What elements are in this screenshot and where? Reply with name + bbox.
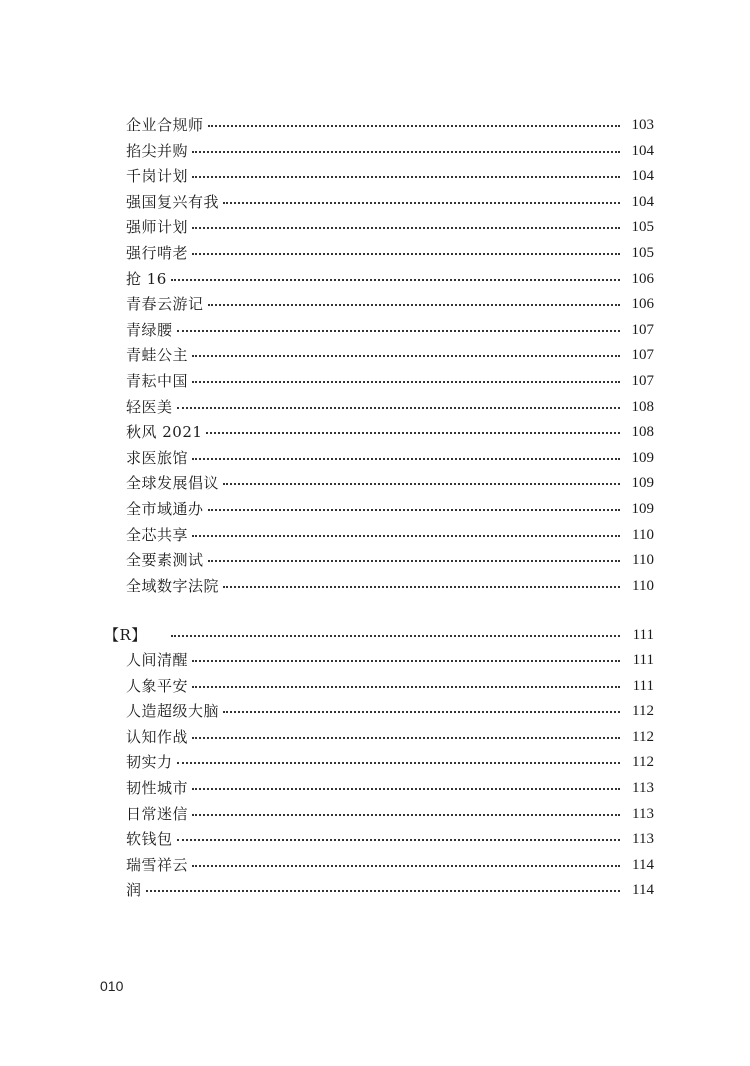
entry-title: 强师计划 [126, 218, 189, 237]
entry-title: 企业合规师 [126, 116, 204, 134]
entry-page-number: 104 [631, 193, 654, 210]
dot-leader [208, 304, 620, 306]
entry-page-number: 110 [632, 526, 654, 543]
entry-page-number: 106 [631, 296, 654, 313]
dot-leader [208, 509, 620, 511]
entry-title: 韧性城市 [126, 779, 189, 797]
dot-leader [206, 432, 620, 434]
dot-leader [177, 330, 620, 332]
toc-entry [126, 749, 654, 775]
toc-entry [126, 163, 654, 189]
dot-leader [192, 788, 620, 790]
dot-leader [192, 660, 620, 662]
toc-entry [126, 317, 654, 343]
entry-page-number: 113 [632, 805, 654, 822]
dot-leader [223, 202, 620, 204]
toc-entry [126, 266, 654, 292]
entry-title: 全芯共享 [126, 525, 189, 544]
toc-entry [126, 112, 654, 138]
entry-page-number: 104 [631, 142, 654, 159]
section-page-number: 111 [632, 627, 654, 643]
entry-page-number: 108 [631, 424, 654, 441]
entry-page-number: 107 [631, 321, 654, 338]
dot-leader [177, 839, 620, 841]
entry-page-number: 109 [631, 475, 654, 492]
entry-title: 千岗计划 [126, 167, 189, 186]
entry-page-number: 105 [631, 245, 654, 261]
entry-page-number: 107 [631, 347, 654, 364]
entry-page-number: 111 [632, 677, 654, 694]
toc-entry [126, 724, 654, 750]
dot-leader [192, 381, 620, 383]
dot-leader [192, 865, 620, 867]
entry-title: 青春云游记 [126, 295, 204, 314]
toc-entry [126, 801, 654, 827]
entry-title: 软钱包 [126, 830, 173, 849]
entry-page-number: 104 [631, 168, 654, 185]
dot-leader [171, 635, 620, 637]
entry-title: 瑞雪祥云 [126, 855, 189, 874]
toc-entry [126, 647, 654, 673]
toc-entry [126, 419, 654, 445]
entry-title: 润 [126, 881, 142, 900]
dot-leader [208, 560, 620, 562]
entry-title: 全要素测试 [126, 551, 204, 570]
dot-leader [177, 407, 620, 409]
entry-title: 全域数字法院 [126, 576, 220, 595]
entry-page-number: 112 [632, 703, 654, 720]
toc-entry [126, 775, 654, 801]
entry-title: 青蛙公主 [126, 346, 189, 365]
toc-entry [126, 826, 654, 852]
entry-title: 轻医美 [126, 397, 173, 416]
toc-entry [126, 291, 654, 317]
toc-entry [126, 445, 654, 471]
entry-page-number: 114 [632, 882, 654, 899]
entry-page-number: 103 [631, 117, 654, 133]
entry-page-number: 113 [632, 780, 654, 796]
entry-page-number: 109 [631, 449, 654, 466]
entry-page-number: 112 [632, 728, 654, 745]
toc-entry [126, 138, 654, 164]
entry-page-number: 113 [632, 831, 654, 848]
dot-leader [171, 279, 620, 281]
page-folio: 010 [100, 978, 124, 994]
toc-entry [126, 673, 654, 699]
entry-title: 秋风 2021 [126, 423, 203, 442]
entry-page-number: 111 [632, 652, 654, 668]
dot-leader [223, 711, 620, 713]
dot-leader [177, 762, 620, 764]
entry-page-number: 107 [631, 373, 654, 389]
toc-entry [126, 394, 654, 420]
dot-leader [192, 814, 620, 816]
dot-leader [208, 125, 620, 127]
entry-title: 掐尖并购 [126, 141, 189, 160]
dot-leader [192, 253, 620, 255]
dot-leader [192, 176, 620, 178]
toc-entry [126, 470, 654, 496]
entry-title: 认知作战 [126, 727, 189, 746]
toc-entry [126, 342, 654, 368]
dot-leader [223, 586, 620, 588]
dot-leader [192, 151, 620, 153]
dot-leader [192, 227, 620, 229]
toc-entry [126, 496, 654, 522]
toc-entry [126, 522, 654, 548]
dot-leader [192, 737, 620, 739]
entry-title: 强国复兴有我 [126, 192, 220, 211]
dot-leader [192, 458, 620, 460]
toc-entry [126, 573, 654, 599]
dot-leader [192, 686, 620, 688]
entry-page-number: 106 [631, 270, 654, 287]
dot-leader [192, 355, 620, 357]
toc-entry [126, 877, 654, 903]
entry-page-number: 105 [631, 219, 654, 236]
toc-entry [126, 240, 654, 266]
dot-leader [146, 890, 620, 892]
entry-page-number: 109 [631, 501, 654, 517]
entry-page-number: 114 [632, 856, 654, 873]
dot-leader [223, 483, 620, 485]
entry-title: 全市域通办 [126, 500, 204, 518]
entry-title: 青绿腰 [126, 320, 173, 339]
entry-page-number: 110 [632, 577, 654, 594]
entry-page-number: 110 [632, 552, 654, 569]
section-title: 【R】 [104, 626, 147, 644]
entry-page-number: 108 [631, 398, 654, 415]
toc-entry [126, 368, 654, 394]
entry-title: 强行啃老 [126, 244, 189, 262]
toc-entry [126, 189, 654, 215]
section-heading-r [104, 622, 654, 648]
entry-title: 韧实力 [126, 753, 173, 772]
entry-title: 人间清醒 [126, 651, 189, 669]
dot-leader [192, 535, 620, 537]
entry-title: 人象平安 [126, 676, 189, 695]
entry-title: 日常迷信 [126, 804, 189, 823]
entry-title: 全球发展倡议 [126, 474, 220, 493]
entry-title: 青耘中国 [126, 372, 189, 390]
toc-entry [126, 698, 654, 724]
entry-title: 抢 16 [126, 269, 167, 288]
toc-entry [126, 547, 654, 573]
toc-entry [126, 852, 654, 878]
entry-page-number: 112 [632, 754, 654, 771]
entry-title: 求医旅馆 [126, 448, 189, 467]
toc-entry [126, 214, 654, 240]
entry-title: 人造超级大脑 [126, 702, 220, 721]
